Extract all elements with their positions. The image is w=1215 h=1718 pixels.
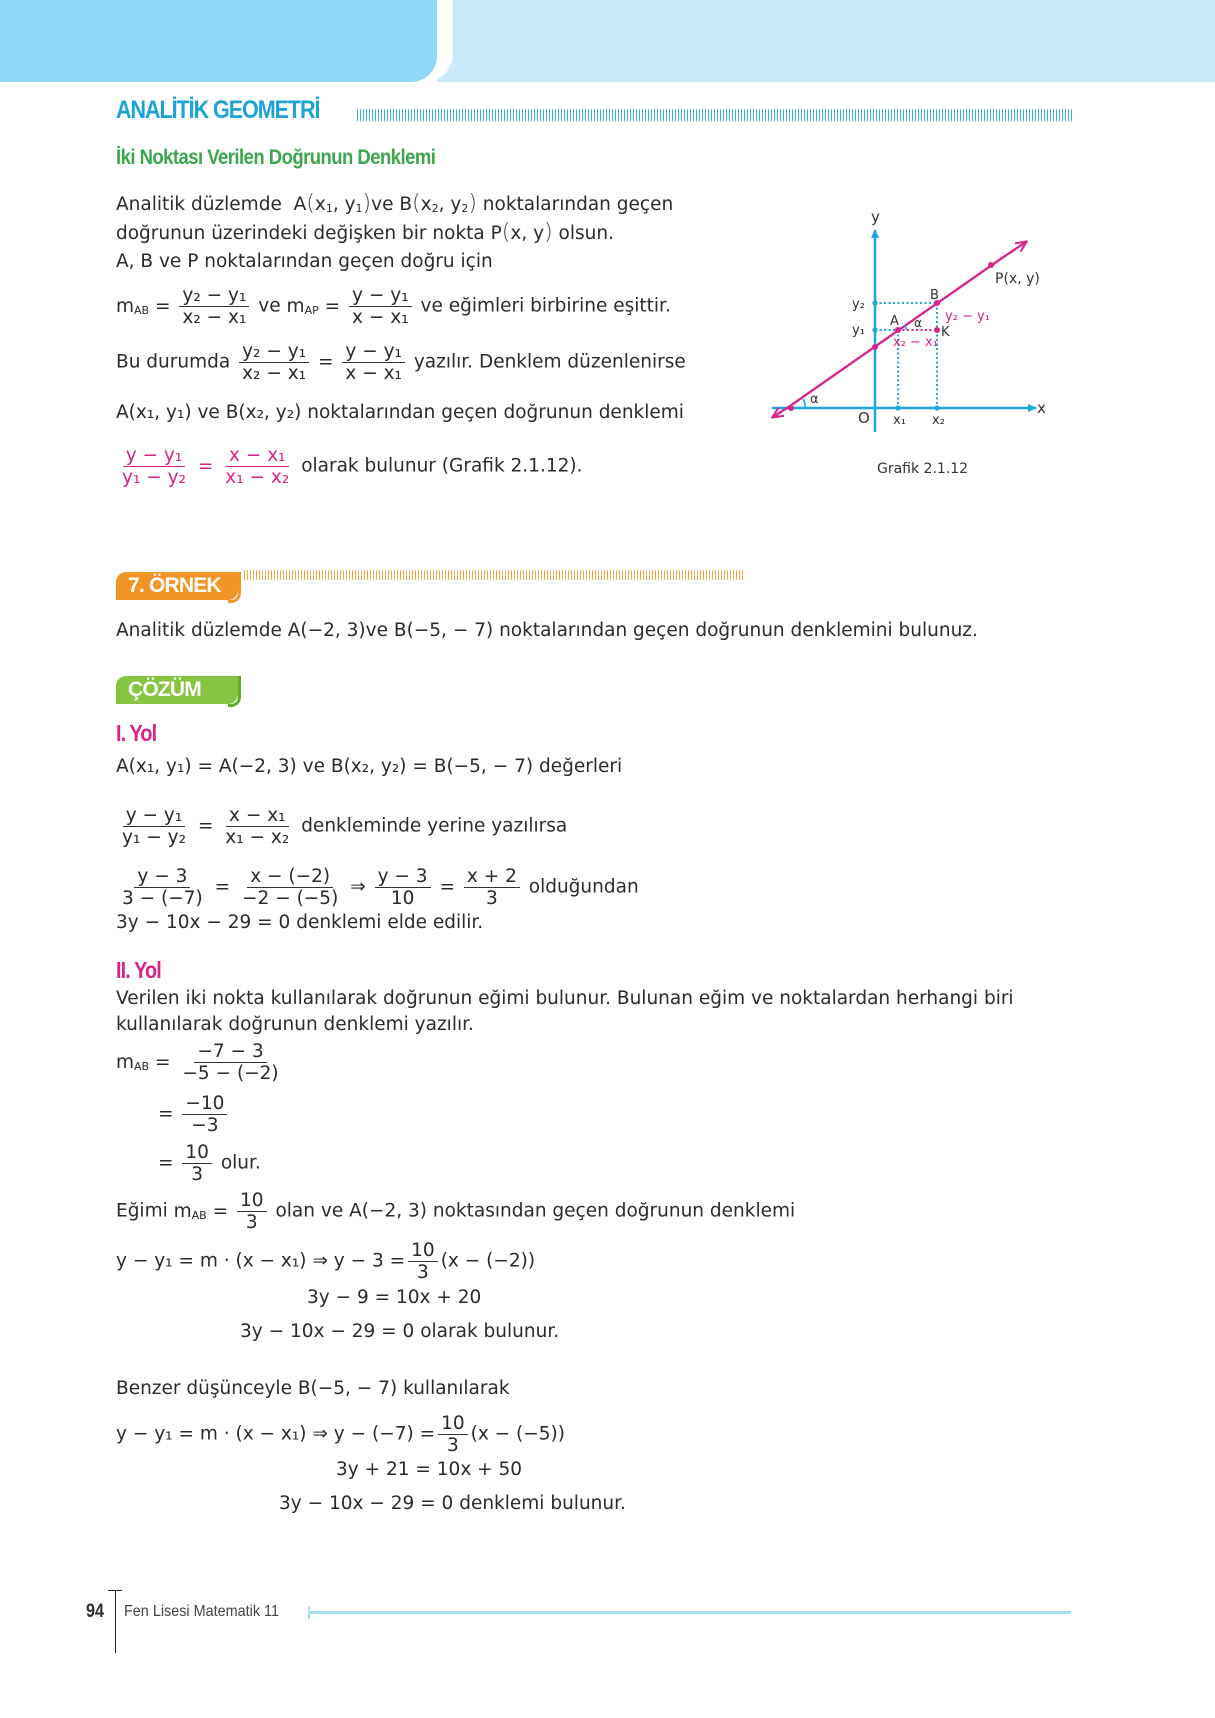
- math-expr: A(x₁, y₁) = A(−2, 3): [116, 756, 297, 777]
- numerator: y₂ − y₁: [179, 285, 249, 307]
- point-P-expr: P(x, y): [490, 220, 553, 245]
- figure-two-point-line: [0, 0, 1215, 520]
- text: m: [116, 295, 135, 317]
- math-expr: B(x₂, y₂) = B(−5, − 7): [330, 756, 534, 777]
- alpha-label: α: [810, 392, 819, 407]
- text: noktalarından geçen doğrunun denklemi: [307, 402, 684, 423]
- method-1-result: [116, 911, 483, 935]
- example-badge-tail: [228, 572, 241, 603]
- numerator: y − y₁: [342, 341, 405, 363]
- numerator: x − (−2): [247, 866, 333, 888]
- point-slope-a-line-2: 3y − 9 = 10x + 20: [307, 1287, 482, 1308]
- text: =: [197, 815, 214, 837]
- numerator: −10: [182, 1093, 227, 1115]
- text: =: [214, 876, 231, 898]
- text: Analitik düzlemde: [116, 194, 282, 215]
- line-end-arrow: [1002, 242, 1026, 258]
- slope-calc-2: [158, 1093, 230, 1136]
- text: olsun.: [558, 223, 614, 244]
- denominator: 3: [446, 1435, 459, 1456]
- denominator: −5 − (−2): [182, 1063, 279, 1084]
- denominator: 10: [390, 888, 415, 909]
- method-1-line-1: [116, 755, 622, 779]
- fraction: [464, 866, 520, 909]
- denominator: x₂ − x₁: [242, 363, 307, 384]
- fraction: [375, 866, 431, 909]
- example-rule: [244, 570, 744, 580]
- alpha-label: α: [914, 316, 922, 330]
- numerator: 10: [237, 1190, 267, 1212]
- denominator: −2 − (−5): [242, 888, 339, 909]
- point-slope-b-result: [279, 1492, 626, 1516]
- origin-label: O: [858, 409, 870, 427]
- denominator: x − x₁: [352, 307, 409, 328]
- text: yazılır. Denklem düzenlenirse: [413, 351, 686, 373]
- text: doğrunun üzerindeki değişken bir nokta: [116, 223, 485, 244]
- text: ve: [258, 295, 281, 317]
- numerator: −7 − 3: [194, 1041, 266, 1063]
- text: ve: [197, 402, 220, 423]
- text: m: [116, 1051, 135, 1073]
- math-expr: y − y₁ = m · (x − x₁) ⇒ y − (−7) =: [116, 1423, 436, 1445]
- footer-rule: [309, 1611, 1071, 1614]
- text: olan ve: [275, 1200, 344, 1222]
- text: noktasından geçen doğrunun denklemi: [432, 1200, 796, 1222]
- denominator: −3: [191, 1115, 219, 1136]
- numerator: y − y₁: [349, 285, 412, 307]
- slope-intro-line: [116, 1190, 795, 1233]
- point-P-label: P(x, y): [995, 271, 1040, 287]
- denominator: 3: [417, 1262, 429, 1283]
- text: =: [155, 1051, 171, 1073]
- text: noktalarından geçen: [482, 194, 674, 215]
- equation: 3y − 10x − 29 = 0: [279, 1493, 454, 1514]
- projection-lines: [875, 303, 937, 408]
- text: =: [197, 455, 214, 477]
- example-badge: 7. ÖRNEK: [116, 572, 238, 600]
- method-2-title: II. Yol: [116, 957, 161, 983]
- method-2-paragraph-1: Verilen iki nokta kullanılarak doğrunun eğimi bulunur. Bulunan eğim ve noktalardan herhangi biri: [116, 988, 1014, 1009]
- rise-label: y₂ − y₁: [945, 309, 990, 324]
- text: noktalarından geçen doğrunun denklemini bulunuz.: [499, 620, 978, 641]
- fraction: [119, 866, 206, 909]
- fraction: [119, 805, 189, 848]
- text: x, y: [510, 223, 545, 244]
- equation: 3y − 10x − 29 = 0: [240, 1321, 415, 1342]
- slope-label: [174, 1201, 229, 1222]
- numerator: 10: [182, 1142, 212, 1164]
- numerator: x + 2: [464, 866, 520, 888]
- text: AB: [134, 303, 150, 317]
- footer-divider: [115, 1590, 116, 1653]
- denominator: 3: [485, 888, 498, 909]
- text: kullanılarak: [403, 1378, 510, 1399]
- point-A-expr: A(−2, 3): [349, 1200, 427, 1222]
- text: denklemi bulunur.: [459, 1493, 626, 1514]
- slope-label: [116, 1052, 171, 1073]
- numerator: 10: [438, 1413, 468, 1435]
- x2-label: x₂: [932, 413, 945, 428]
- method-2-paragraph-2: kullanılarak doğrunun denklemi yazılır.: [116, 1014, 474, 1035]
- theory-paragraph-3: A, B ve P noktalarından geçen doğru için: [116, 251, 493, 272]
- method-1-title: I. Yol: [116, 720, 157, 746]
- text: =: [158, 1152, 174, 1174]
- text: ve eğimleri birbirine eşittir.: [420, 295, 671, 317]
- point-B-expr: B(x₂, y₂): [225, 402, 302, 423]
- text: =: [324, 295, 341, 317]
- point-A-label: A: [890, 314, 899, 329]
- denominator: 3 − (−7): [122, 888, 203, 909]
- text: ve: [302, 756, 325, 777]
- denominator: x₁ − x₂: [225, 827, 290, 848]
- alpha-arc: [803, 399, 805, 408]
- x1-label: x₁: [893, 413, 906, 428]
- math-expr: (x − (−2)): [440, 1250, 536, 1272]
- numerator: 10: [408, 1240, 438, 1262]
- run-label: x₂ − x₁: [893, 335, 938, 350]
- numerator: y − y₁: [123, 445, 186, 467]
- fraction: [222, 805, 292, 848]
- figure-caption: Grafik 2.1.12: [877, 461, 969, 477]
- numerator: y − 3: [375, 866, 431, 888]
- text: değerleri: [538, 756, 623, 777]
- axis-x-label: x: [1037, 399, 1046, 417]
- math-expr: y − y₁ = m · (x − x₁) ⇒ y − 3 =: [116, 1250, 406, 1272]
- axis-y-label: y: [871, 208, 880, 226]
- point-B-expr: B(−5, − 7): [393, 620, 494, 641]
- text: m: [286, 295, 305, 317]
- text: m: [173, 1200, 192, 1222]
- point-slope-a-line-1: [116, 1240, 535, 1283]
- implies-symbol: ⇒: [350, 876, 366, 898]
- point-K-label: K: [941, 325, 950, 340]
- fraction: [182, 1142, 212, 1185]
- point-slope-b-line-1: [116, 1413, 565, 1456]
- page-number: 94: [86, 1601, 104, 1622]
- example-question: [116, 619, 978, 643]
- text: ve: [365, 620, 388, 641]
- method-1-line-3: [116, 866, 639, 909]
- text: olarak bulunur (Grafik 2.1.12).: [301, 455, 583, 477]
- point-B-expr: B(−5, − 7): [297, 1378, 398, 1399]
- text: denkleminde yerine yazılırsa: [301, 815, 568, 837]
- fraction: [179, 1041, 281, 1084]
- text: =: [317, 351, 334, 373]
- text: Analitik düzlemde: [116, 620, 282, 641]
- y2-label: y₂: [852, 297, 865, 312]
- denominator: x₁ − x₂: [225, 467, 290, 488]
- text: AB: [191, 1208, 207, 1222]
- text: AB: [134, 1059, 150, 1073]
- denominator: x − x₁: [345, 363, 402, 384]
- method-1-line-2: [116, 805, 567, 848]
- section-title: İki Noktası Verilen Doğrunun Denklemi: [116, 146, 436, 169]
- text: AP: [304, 303, 319, 317]
- slope-calc-1: [116, 1041, 285, 1084]
- chapter-title: ANALİTİK GEOMETRİ: [116, 96, 320, 124]
- numerator: x − x₁: [226, 445, 289, 467]
- numerator: y − y₁: [123, 805, 186, 827]
- point-A-expr: $A(x_1$, $y_1)ve$ $B(x_2$, $y_2$): [287, 191, 477, 216]
- numerator: y₂ − y₁: [239, 341, 309, 363]
- fraction: [408, 1240, 438, 1283]
- text: Eğimi: [116, 1200, 168, 1222]
- equation: 3y − 10x − 29 = 0: [116, 912, 291, 933]
- text: olduğundan: [528, 876, 639, 898]
- fraction: [438, 1413, 468, 1456]
- y1-label: y₁: [852, 323, 865, 338]
- text: =: [158, 1103, 174, 1125]
- text: =: [212, 1200, 229, 1222]
- numerator: y − 3: [134, 866, 190, 888]
- text: =: [155, 295, 171, 317]
- denominator: x₂ − x₁: [182, 307, 247, 328]
- denominator: 3: [245, 1212, 258, 1233]
- text: Benzer düşünceyle: [116, 1378, 292, 1399]
- point-A-expr: A(x₁, y₁): [116, 402, 192, 423]
- text: denklemi elde edilir.: [296, 912, 484, 933]
- denominator: y₁ − y₂: [122, 827, 186, 848]
- fraction: [237, 1190, 267, 1233]
- benzer-line: [116, 1377, 510, 1401]
- axis-points: [872, 300, 939, 410]
- numerator: x − x₁: [226, 805, 289, 827]
- point-slope-b-line-2: 3y + 21 = 10x + 50: [336, 1459, 523, 1480]
- text: =: [439, 876, 455, 898]
- text: Bu durumda: [116, 351, 231, 373]
- solution-badge-tail: [228, 676, 241, 707]
- denominator: 3: [191, 1164, 204, 1185]
- alpha-arc: [905, 325, 906, 330]
- point-slope-a-result: [240, 1320, 559, 1344]
- solution-badge: ÇÖZÜM: [116, 676, 238, 704]
- fraction: [182, 1093, 227, 1136]
- point-A-expr: A(−2, 3): [287, 620, 366, 641]
- book-title: Fen Lisesi Matematik 11: [124, 1603, 279, 1620]
- slope-calc-3: [158, 1142, 261, 1185]
- point-B-label: B: [930, 288, 939, 303]
- text: olur.: [220, 1152, 261, 1174]
- fraction: [239, 866, 341, 909]
- math-expr: (x − (−5)): [470, 1423, 565, 1445]
- denominator: y₁ − y₂: [122, 467, 186, 488]
- text: olarak bulunur.: [420, 1321, 560, 1342]
